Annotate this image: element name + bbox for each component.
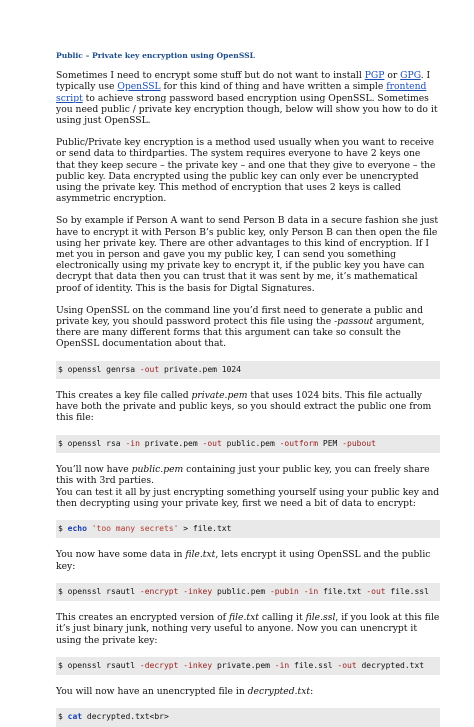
intro-text-4: for this kind of thing and have written a simple: [160, 81, 387, 93]
code-text: decrypted.txt: [356, 660, 425, 670]
encrypted-paragraph: [56, 612, 440, 646]
code-text: $ openssl rsautl: [58, 660, 140, 670]
file-ssl-term: file.ssl: [305, 612, 336, 624]
code-text: public.pem: [221, 438, 280, 448]
public-text-1: You’ll now have: [56, 464, 132, 476]
code-text: file.txt: [318, 586, 367, 596]
example-paragraph: So by example if Person A want to send Person B data in a secure fashion she just have to encrypt it with Person B’s public key, only Person B can then open the file using her private key. There are other advantages to this kind of encryption. If I met you in person and gave you my public key, I can send you something electronically using my private key to encrypt it, if the public key you have can decrypt that data then you can trust that it was sent by me, it’s mathematical proof of identity. This is the basis for Digtal Signatures.: [56, 215, 439, 294]
intro-paragraph: [56, 70, 440, 126]
cli-text-1: Using OpenSSL on the command line you’d first need to generate a public and private key, you should password protect this file using the: [56, 304, 423, 328]
decrypted-text-2: :: [310, 686, 314, 698]
code-block-encrypt: [56, 583, 440, 601]
code-option: -inkey: [183, 586, 213, 596]
code-text: $: [58, 712, 68, 722]
public-text-2: containing just your public key, you can freely share this with 3rd parties.: [56, 464, 430, 487]
code-option: -outform: [279, 438, 319, 448]
code-text: $ openssl genrsa: [58, 364, 140, 374]
intro-text-1: Sometimes I need to encrypt some stuff but do not want to install: [56, 70, 365, 82]
public-text-3: You can test it all by just encrypting something yourself using your public key and then decrypting using your private key, first we need a bit of data to encrypt:: [56, 486, 440, 509]
link-gpg[interactable]: GPG: [400, 70, 421, 82]
code-keyword: echo: [67, 523, 87, 533]
code-option: -out: [202, 438, 222, 448]
code-option: -out: [139, 364, 160, 374]
code-text: private.pem: [139, 438, 203, 448]
code-option: -pubin: [269, 586, 299, 596]
code-text: $: [58, 523, 68, 533]
code-option: -decrypt: [139, 660, 179, 670]
decrypted-txt-term: decrypted.txt: [247, 686, 311, 698]
data-text-1: You now have some data in: [56, 549, 186, 561]
code-text: file.ssl: [289, 660, 338, 670]
command-line-paragraph: [56, 305, 440, 350]
code-keyword: cat: [67, 712, 83, 722]
code-text: decrypted.txt<br>: [82, 712, 169, 722]
code-option: -out: [337, 660, 357, 670]
code-string: 'too many secrets': [86, 523, 179, 533]
code-block-cat: [56, 708, 440, 726]
code-text: file.ssl: [385, 586, 429, 596]
file-txt-term: file.txt: [228, 612, 259, 624]
cli-text-2: argument, there are many different forms that this argument can take so consult the OpenSSL documentation about that.: [56, 316, 425, 350]
code-option: -inkey: [183, 660, 213, 670]
intro-text-2: or: [384, 70, 401, 82]
public-pem-term: public.pem: [131, 464, 184, 476]
link-frontend-script[interactable]: frontend script: [56, 81, 427, 104]
public-pem-paragraph: [56, 464, 440, 509]
keyfile-text-1: This creates a key file called: [56, 390, 192, 402]
code-text: $ openssl rsautl: [58, 586, 140, 596]
code-option: -in: [303, 586, 319, 596]
code-text: private.pem: [212, 660, 275, 670]
code-text: PEM: [318, 438, 343, 448]
code-option: -in: [125, 438, 140, 448]
code-text: > file.txt: [178, 523, 232, 533]
decrypted-text-1: You will now have an unencrypted file in: [56, 686, 248, 698]
encrypted-text-1: This creates an encrypted version of: [56, 612, 229, 624]
link-openssl[interactable]: OpenSSL: [117, 81, 161, 93]
keyfile-text-2: that uses 1024 bits. This file actually have both the private and public keys, so you should extract the public one from this file:: [56, 390, 432, 424]
keyfile-paragraph: [56, 390, 440, 424]
code-block-rsa-pubout: [56, 435, 440, 453]
code-block-echo: [56, 520, 440, 538]
code-option: -encrypt: [139, 586, 179, 596]
private-pem-term: private.pem: [191, 390, 248, 402]
asymmetric-paragraph: Public/Private key encryption is a method used usually when you want to receive or send data to thirdparties. The system requires everyone to have 2 keys one that they keep secure – the private key – and one that they give to everyone – the public key. Data encrypted using the public key can only ever be unencrypted using the private key. This method of encryption that uses 2 keys is called asymmetric encryption.: [56, 137, 436, 205]
code-option: -out: [366, 586, 386, 596]
decrypted-paragraph: [56, 686, 440, 697]
data-paragraph: [56, 549, 440, 571]
intro-text-5: to achieve strong password based encryption using OpenSSL. Sometimes you need public / private key encryption though, below will show you how to do it using just OpenSSL.: [56, 92, 438, 127]
code-text: private.pem 1024: [159, 364, 242, 374]
link-pgp[interactable]: PGP: [364, 70, 385, 82]
code-block-decrypt: [56, 657, 440, 675]
page-title: Public – Private key encryption using OpenSSL: [56, 51, 255, 60]
data-text-2: , lets encrypt it using OpenSSL and the public key:: [56, 549, 431, 572]
intro-text-3: . I typically use: [56, 70, 431, 93]
code-text: $ openssl rsa: [58, 438, 126, 448]
encrypted-text-2: calling it: [258, 612, 306, 624]
encrypted-text-3: , if you look at this file it’s just binary junk, nothing very useful to anyone. Now you can unencrypt it using the private key:: [56, 612, 440, 646]
code-block-genrsa: [56, 361, 440, 379]
file-txt-term: file.txt: [185, 549, 216, 561]
code-option: -pubout: [342, 438, 376, 448]
code-option: -in: [274, 660, 290, 670]
passout-term: -passout: [334, 316, 374, 328]
code-text: public.pem: [212, 586, 270, 596]
